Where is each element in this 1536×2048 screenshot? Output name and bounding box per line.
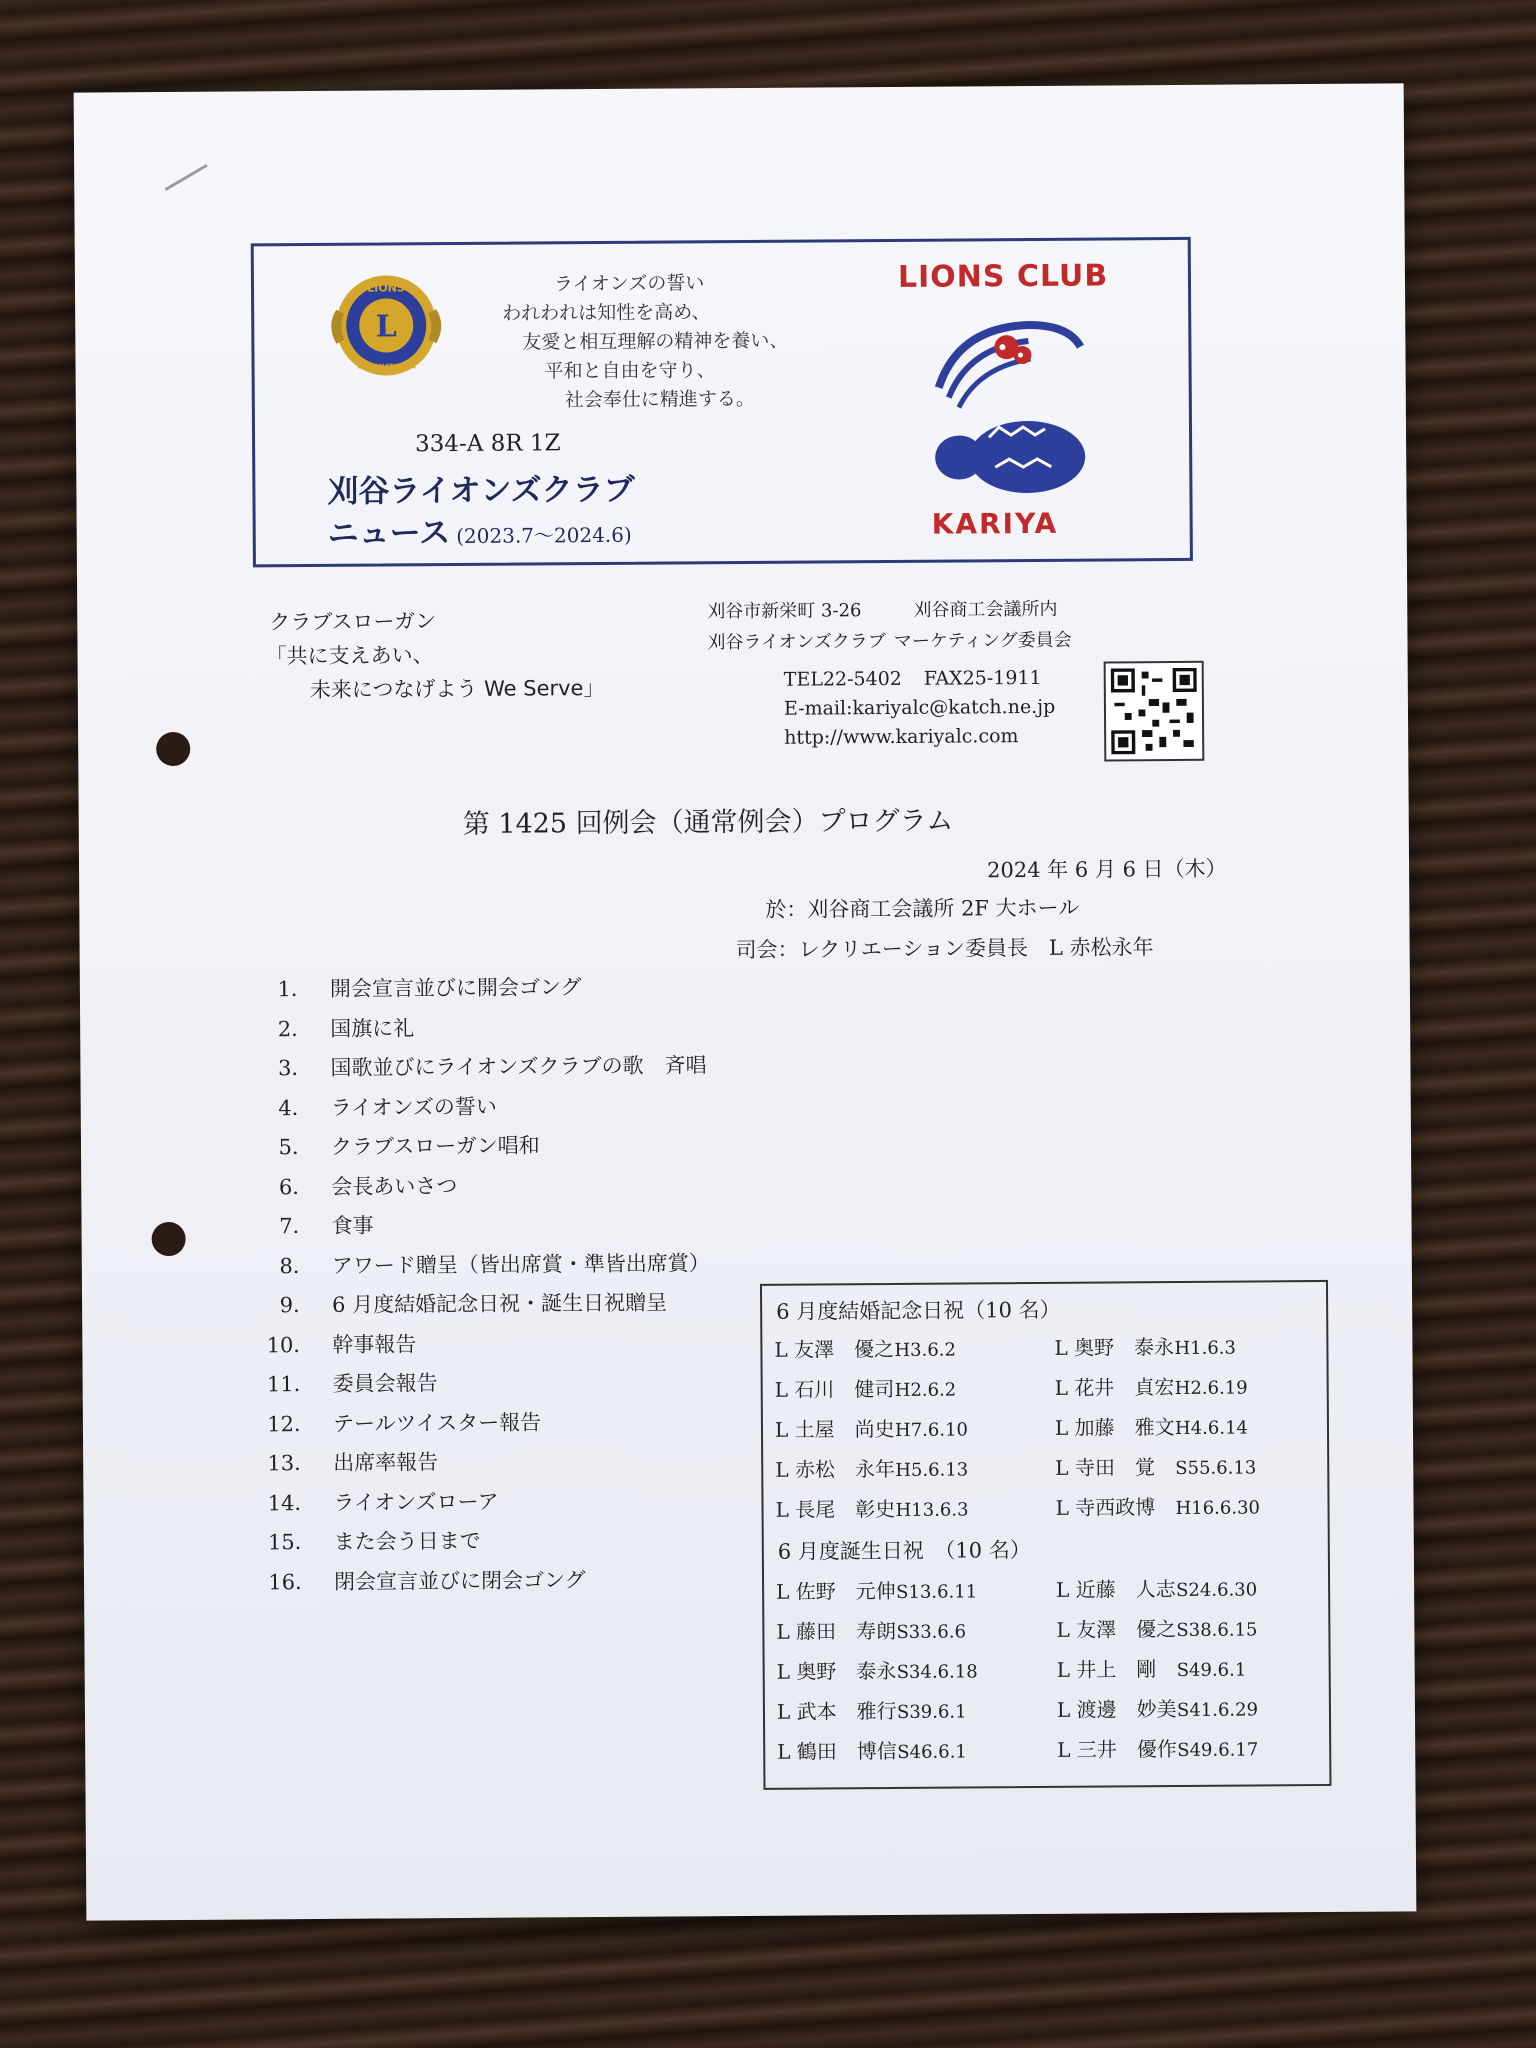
birthday-row xyxy=(776,1612,1324,1656)
agenda-number: 15． xyxy=(267,1530,316,1555)
agenda-number: 8． xyxy=(279,1253,314,1278)
birthday-row xyxy=(777,1692,1325,1736)
agenda-text: 国歌並びにライオンズクラブの歌 斉唱 xyxy=(330,1053,707,1080)
agenda-text: 6 月度結婚記念日祝・誕生日祝贈呈 xyxy=(332,1290,668,1317)
wedding-row xyxy=(775,1370,1323,1414)
oath-line: 友愛と相互理解の精神を養い、 xyxy=(522,329,789,354)
phone-line xyxy=(784,664,1055,695)
news-title xyxy=(328,506,632,553)
person-entry xyxy=(775,1452,968,1482)
person-entry xyxy=(777,1734,967,1764)
agenda-item xyxy=(258,1247,710,1290)
wedding-row xyxy=(774,1330,1322,1374)
oath-line: 社会奉仕に精進する。 xyxy=(564,387,755,412)
person-date: S55.6.13 xyxy=(1175,1457,1257,1480)
celebrations-box xyxy=(760,1280,1332,1790)
person-entry xyxy=(1054,1331,1236,1361)
birthday-row xyxy=(776,1572,1324,1616)
oath-line: 平和と自由を守り、 xyxy=(544,359,716,383)
agenda-number: 16． xyxy=(268,1569,317,1594)
website-url: http://www.kariyalc.com xyxy=(784,725,1019,749)
emblem-top-text: LIONS xyxy=(367,281,405,295)
birthday-title: 6 月度誕生日祝 （10 名） xyxy=(777,1538,1031,1564)
header-box xyxy=(251,237,1193,568)
person-name: L 長尾 彰史 xyxy=(775,1496,896,1522)
person-name: L 奥野 泰永 xyxy=(1054,1335,1175,1360)
agenda-text: テールツイスター報告 xyxy=(332,1409,542,1436)
meeting-venue: 於：刈谷商工会議所 2F 大ホール xyxy=(765,895,1080,922)
agenda-number: 6． xyxy=(278,1174,314,1199)
news-period: (2023.7～2024.6) xyxy=(456,522,632,549)
person-date: S39.6.1 xyxy=(896,1701,967,1723)
agenda-number: 3． xyxy=(277,1056,313,1081)
person-name: L 藤田 寿朗 xyxy=(776,1618,897,1644)
tel-number: TEL22-5402 xyxy=(783,667,902,691)
fax-number: FAX25-1911 xyxy=(923,666,1042,690)
committee-club: 刈谷ライオンズクラブ xyxy=(707,631,886,654)
agenda-number: 4． xyxy=(278,1095,313,1120)
person-entry xyxy=(1055,1490,1260,1520)
person-name: L 三井 優作 xyxy=(1057,1737,1177,1762)
lions-club-title: LIONS CLUB xyxy=(897,258,1109,295)
person-name: L 友澤 優之 xyxy=(774,1336,895,1362)
office-address: 刈谷市新栄町 3-26 xyxy=(707,600,862,623)
person-entry xyxy=(1057,1653,1247,1683)
person-name: L 加藤 雅文 xyxy=(1054,1415,1175,1440)
agenda-item xyxy=(257,1089,709,1132)
agenda-text: クラブスローガン唱和 xyxy=(330,1133,540,1159)
person-entry xyxy=(1057,1732,1258,1762)
agenda-number: 12． xyxy=(267,1411,316,1436)
agenda-number: 2． xyxy=(277,1016,313,1041)
meeting-mc: 司会：レクリエーション委員長 L 赤松永年 xyxy=(735,935,1154,963)
office-address-line xyxy=(707,594,1071,628)
agenda-text: 食事 xyxy=(331,1213,374,1238)
wedding-title: 6 月度結婚記念日祝（10 名） xyxy=(776,1297,1061,1324)
lions-oath xyxy=(502,268,833,415)
agenda-item xyxy=(258,1286,710,1329)
club-name: 刈谷ライオンズクラブ xyxy=(327,471,635,510)
agenda-text: 会長あいさつ xyxy=(331,1173,458,1199)
agenda-text: 閉会宣言並びに閉会ゴング xyxy=(333,1567,586,1594)
person-entry xyxy=(775,1412,968,1442)
person-entry xyxy=(1056,1572,1257,1602)
agenda-item xyxy=(256,1010,708,1053)
birthday-row xyxy=(777,1652,1325,1696)
person-name: L 寺西政博 xyxy=(1055,1495,1156,1520)
birthday-row xyxy=(777,1732,1325,1776)
person-date: S49.6.1 xyxy=(1176,1659,1247,1682)
emblem-letter: L xyxy=(375,309,397,345)
person-entry xyxy=(775,1492,968,1522)
person-name: L 寺田 覚 xyxy=(1055,1455,1155,1480)
slogan-line: 未来につなげよう We Serve」 xyxy=(309,675,605,703)
person-entry xyxy=(777,1654,978,1684)
birthday-list xyxy=(776,1572,1325,1776)
agenda-text: 国旗に礼 xyxy=(330,1015,415,1041)
person-entry xyxy=(776,1574,977,1604)
agenda-item xyxy=(259,1365,711,1408)
lions-club-subtitle: KARIYA xyxy=(931,506,1059,541)
newsletter-paper xyxy=(74,83,1417,1920)
person-entry xyxy=(776,1614,966,1644)
agenda-number: 9． xyxy=(279,1293,315,1318)
person-entry xyxy=(1055,1450,1256,1480)
punch-hole xyxy=(152,1222,186,1256)
agenda-text: また会う日まで xyxy=(333,1528,481,1554)
person-entry xyxy=(1056,1612,1257,1642)
person-date: H2.6.19 xyxy=(1174,1377,1248,1400)
office-info xyxy=(707,594,1072,659)
staple xyxy=(165,164,208,191)
person-entry xyxy=(1055,1410,1248,1440)
agenda-text: アワード贈呈（皆出席賞・準皆出席賞） xyxy=(331,1250,710,1278)
person-date: H3.6.2 xyxy=(894,1339,957,1361)
person-date: S33.6.6 xyxy=(896,1621,967,1643)
agenda-item xyxy=(256,970,708,1013)
agenda-item xyxy=(257,1207,709,1250)
wedding-row xyxy=(775,1450,1323,1494)
agenda-number: 13． xyxy=(267,1451,316,1476)
agenda-item xyxy=(260,1523,712,1566)
emblem-bottom-text: INTERNATIONAL xyxy=(357,362,416,371)
person-date: S41.6.29 xyxy=(1176,1699,1259,1722)
person-date: S49.6.17 xyxy=(1177,1739,1259,1762)
person-name: L 奥野 泰永 xyxy=(776,1658,897,1684)
agenda-text: ライオンズの誓い xyxy=(330,1094,497,1120)
district-code: 334-A 8R 1Z xyxy=(415,430,561,458)
person-date: H7.6.10 xyxy=(894,1419,969,1441)
person-name: L 井上 剛 xyxy=(1056,1657,1157,1682)
agenda-item xyxy=(258,1326,710,1369)
contact-info xyxy=(784,664,1056,753)
agenda-item xyxy=(259,1405,711,1448)
wedding-row xyxy=(775,1490,1323,1534)
punch-hole xyxy=(156,732,190,766)
lions-international-emblem xyxy=(330,269,443,382)
person-date: H5.6.13 xyxy=(895,1459,969,1481)
person-date: H2.6.2 xyxy=(894,1379,957,1401)
person-name: L 鶴田 博信 xyxy=(777,1738,897,1764)
agenda-number: 5． xyxy=(278,1135,314,1160)
office-committee-line xyxy=(707,625,1071,659)
person-entry xyxy=(774,1333,956,1363)
agenda-item xyxy=(257,1168,709,1211)
person-name: L 渡邊 妙美 xyxy=(1056,1697,1177,1722)
agenda-item xyxy=(260,1563,712,1606)
person-name: L 石川 健司 xyxy=(774,1376,895,1402)
slogan-line: 「共に支えあい、 xyxy=(265,643,434,669)
wedding-list xyxy=(774,1330,1323,1534)
committee-name: マーケティング委員会 xyxy=(893,629,1072,652)
agenda-text: 出席率報告 xyxy=(333,1450,439,1475)
program-title: 第 1425 回例会（通常例会）プログラム xyxy=(462,805,954,840)
meeting-date: 2024 年 6 月 6 日（木） xyxy=(987,856,1227,883)
agenda-number: 11． xyxy=(266,1372,315,1397)
person-entry xyxy=(777,1694,967,1724)
person-name: L 佐野 元伸 xyxy=(776,1578,896,1604)
person-date: H1.6.3 xyxy=(1174,1337,1237,1360)
wedding-row xyxy=(775,1410,1323,1454)
person-date: S38.6.15 xyxy=(1176,1619,1258,1642)
person-entry xyxy=(1055,1371,1248,1401)
person-entry xyxy=(1057,1692,1258,1722)
kariya-lions-logo xyxy=(918,307,1089,498)
person-date: H4.6.14 xyxy=(1174,1417,1249,1440)
slogan-label: クラブスローガン xyxy=(269,609,437,635)
agenda-item xyxy=(257,1128,709,1171)
person-date: S46.6.1 xyxy=(897,1741,967,1763)
person-name: L 近藤 人志 xyxy=(1056,1577,1176,1602)
person-date: S34.6.18 xyxy=(896,1661,978,1683)
agenda-item xyxy=(256,1049,708,1092)
agenda-text: 幹事報告 xyxy=(332,1331,417,1357)
agenda-list xyxy=(256,970,712,1605)
email-address: E-mail:kariyalc@katch.ne.jp xyxy=(783,695,1056,720)
office-address-note: 刈谷商工会議所内 xyxy=(913,598,1058,621)
agenda-item xyxy=(259,1484,711,1527)
agenda-text: 委員会報告 xyxy=(332,1371,438,1396)
agenda-text: 開会宣言並びに開会ゴング xyxy=(329,975,582,1001)
person-date: H16.6.30 xyxy=(1175,1497,1261,1520)
qr-code-pattern xyxy=(1111,668,1198,755)
club-slogan xyxy=(265,603,604,707)
person-name: L 赤松 永年 xyxy=(775,1456,895,1482)
person-name: L 友澤 優之 xyxy=(1056,1617,1177,1642)
qr-code xyxy=(1104,661,1205,762)
agenda-number: 7． xyxy=(279,1214,314,1239)
agenda-item xyxy=(259,1444,711,1487)
agenda-number: 10． xyxy=(266,1332,315,1357)
news-label: ニュース xyxy=(327,515,451,552)
person-name: L 花井 貞宏 xyxy=(1054,1375,1175,1400)
oath-title: ライオンズの誓い xyxy=(553,272,705,296)
person-entry xyxy=(775,1373,957,1403)
agenda-number: 1． xyxy=(277,977,312,1002)
agenda-number: 14． xyxy=(267,1490,316,1515)
person-date: S24.6.30 xyxy=(1176,1579,1258,1602)
agenda-text: ライオンズローア xyxy=(333,1489,499,1515)
person-date: H13.6.3 xyxy=(895,1499,969,1521)
person-name: L 武本 雅行 xyxy=(776,1698,897,1724)
person-name: L 土屋 尚史 xyxy=(774,1416,895,1442)
oath-line: われわれは知性を高め、 xyxy=(502,301,711,325)
person-date: S13.6.11 xyxy=(896,1581,978,1603)
